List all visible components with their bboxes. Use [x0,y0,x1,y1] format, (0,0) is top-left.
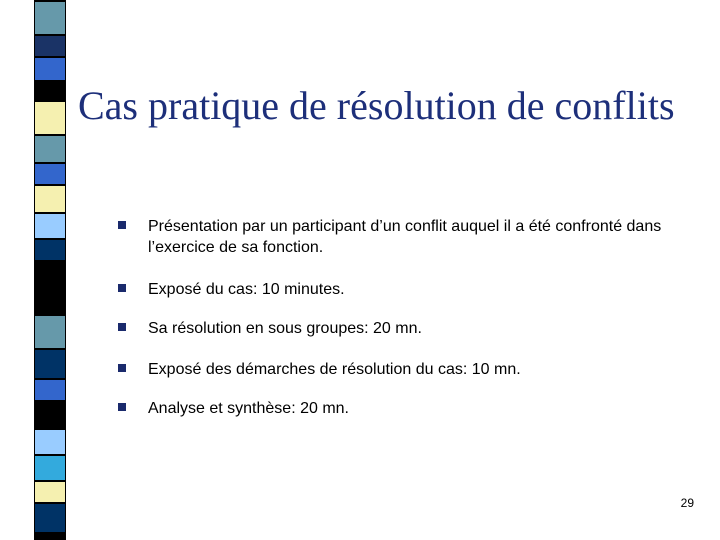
strip-block [34,502,66,532]
square-bullet-icon [118,221,126,229]
square-bullet-icon [118,323,126,331]
page-number: 29 [680,496,694,510]
strip-block [34,348,66,378]
bullet-text: Présentation par un participant d’un conflit auquel il a été confronté dans l’exercice de sa fonction. [148,218,662,256]
strip-block [34,56,66,80]
strip-block [34,184,66,212]
strip-block [34,314,66,348]
square-bullet-icon [118,403,126,411]
strip-block [34,532,66,540]
square-bullet-icon [118,364,126,372]
strip-block [34,400,66,428]
strip-block [34,238,66,260]
strip-block [34,378,66,400]
strip-block [34,428,66,454]
strip-block [34,80,66,100]
strip-block [34,260,66,314]
bullet-text: Sa résolution en sous groupes: 20 mn. [148,320,422,337]
bullet-text: Exposé du cas: 10 minutes. [148,281,345,298]
bullet-text: Exposé des démarches de résolution du cas: 10 mn. [148,361,521,378]
bullet-text: Analyse et synthèse: 20 mn. [148,400,349,417]
slide-title: Cas pratique de résolution de conflits [78,83,675,128]
strip-block [34,0,66,34]
strip-block [34,480,66,502]
decorative-color-strip [34,0,66,540]
square-bullet-icon [118,284,126,292]
strip-block [34,162,66,184]
strip-block [34,100,66,134]
strip-block [34,134,66,162]
strip-block [34,454,66,480]
strip-block [34,34,66,56]
strip-block [34,212,66,238]
